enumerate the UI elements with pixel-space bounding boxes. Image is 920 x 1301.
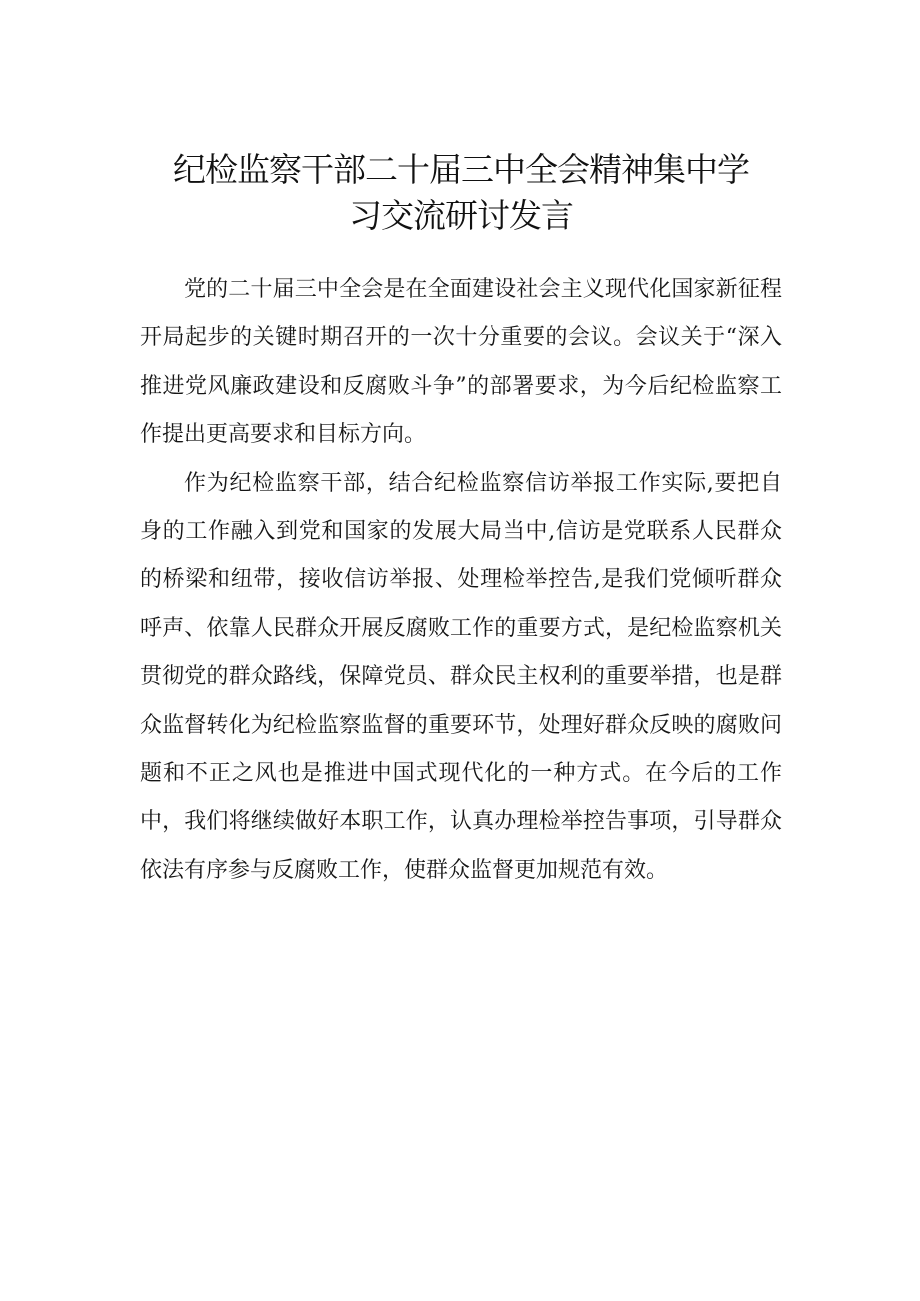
title-line-1: 纪检监察干部二十届三中全会精神集中学 bbox=[173, 150, 749, 189]
paragraph-2: 作为纪检监察干部，结合纪检监察信访举报工作实际,要把自身的工作融入到党和国家的发展大局当中,信访是党联系人民群众的桥梁和纽带，接收信访举报、处理检举控告,是我们党倾听群众呼声、依靠人民群众开展反腐败工作的重要方式，是纪检监察机关贯彻党的群众路线，保障党员、群众民主权利的重要举措，也是群众监督转化为纪检监察监督的重要环节，处理好群众反映的腐败问题和不正之风也是推进中国式现代化的一种方式。在今后的工作中，我们将继续做好本职工作，认真办理检举控告事项，引导群众依法有序参与反腐败工作，使群众监督更加规范有效。 bbox=[140, 470, 782, 883]
document-title bbox=[140, 147, 782, 239]
paragraph-1: 党的二十届三中全会是在全面建设社会主义现代化国家新征程开局起步的关键时期召开的一次十分重要的会议。会议关于“深入推进党风廉政建设和反腐败斗争”的部署要求，为今后纪检监察工作提出更高要求和目标方向。 bbox=[140, 277, 782, 448]
document-body bbox=[140, 266, 782, 895]
title-line-2: 习交流研讨发言 bbox=[349, 196, 573, 235]
